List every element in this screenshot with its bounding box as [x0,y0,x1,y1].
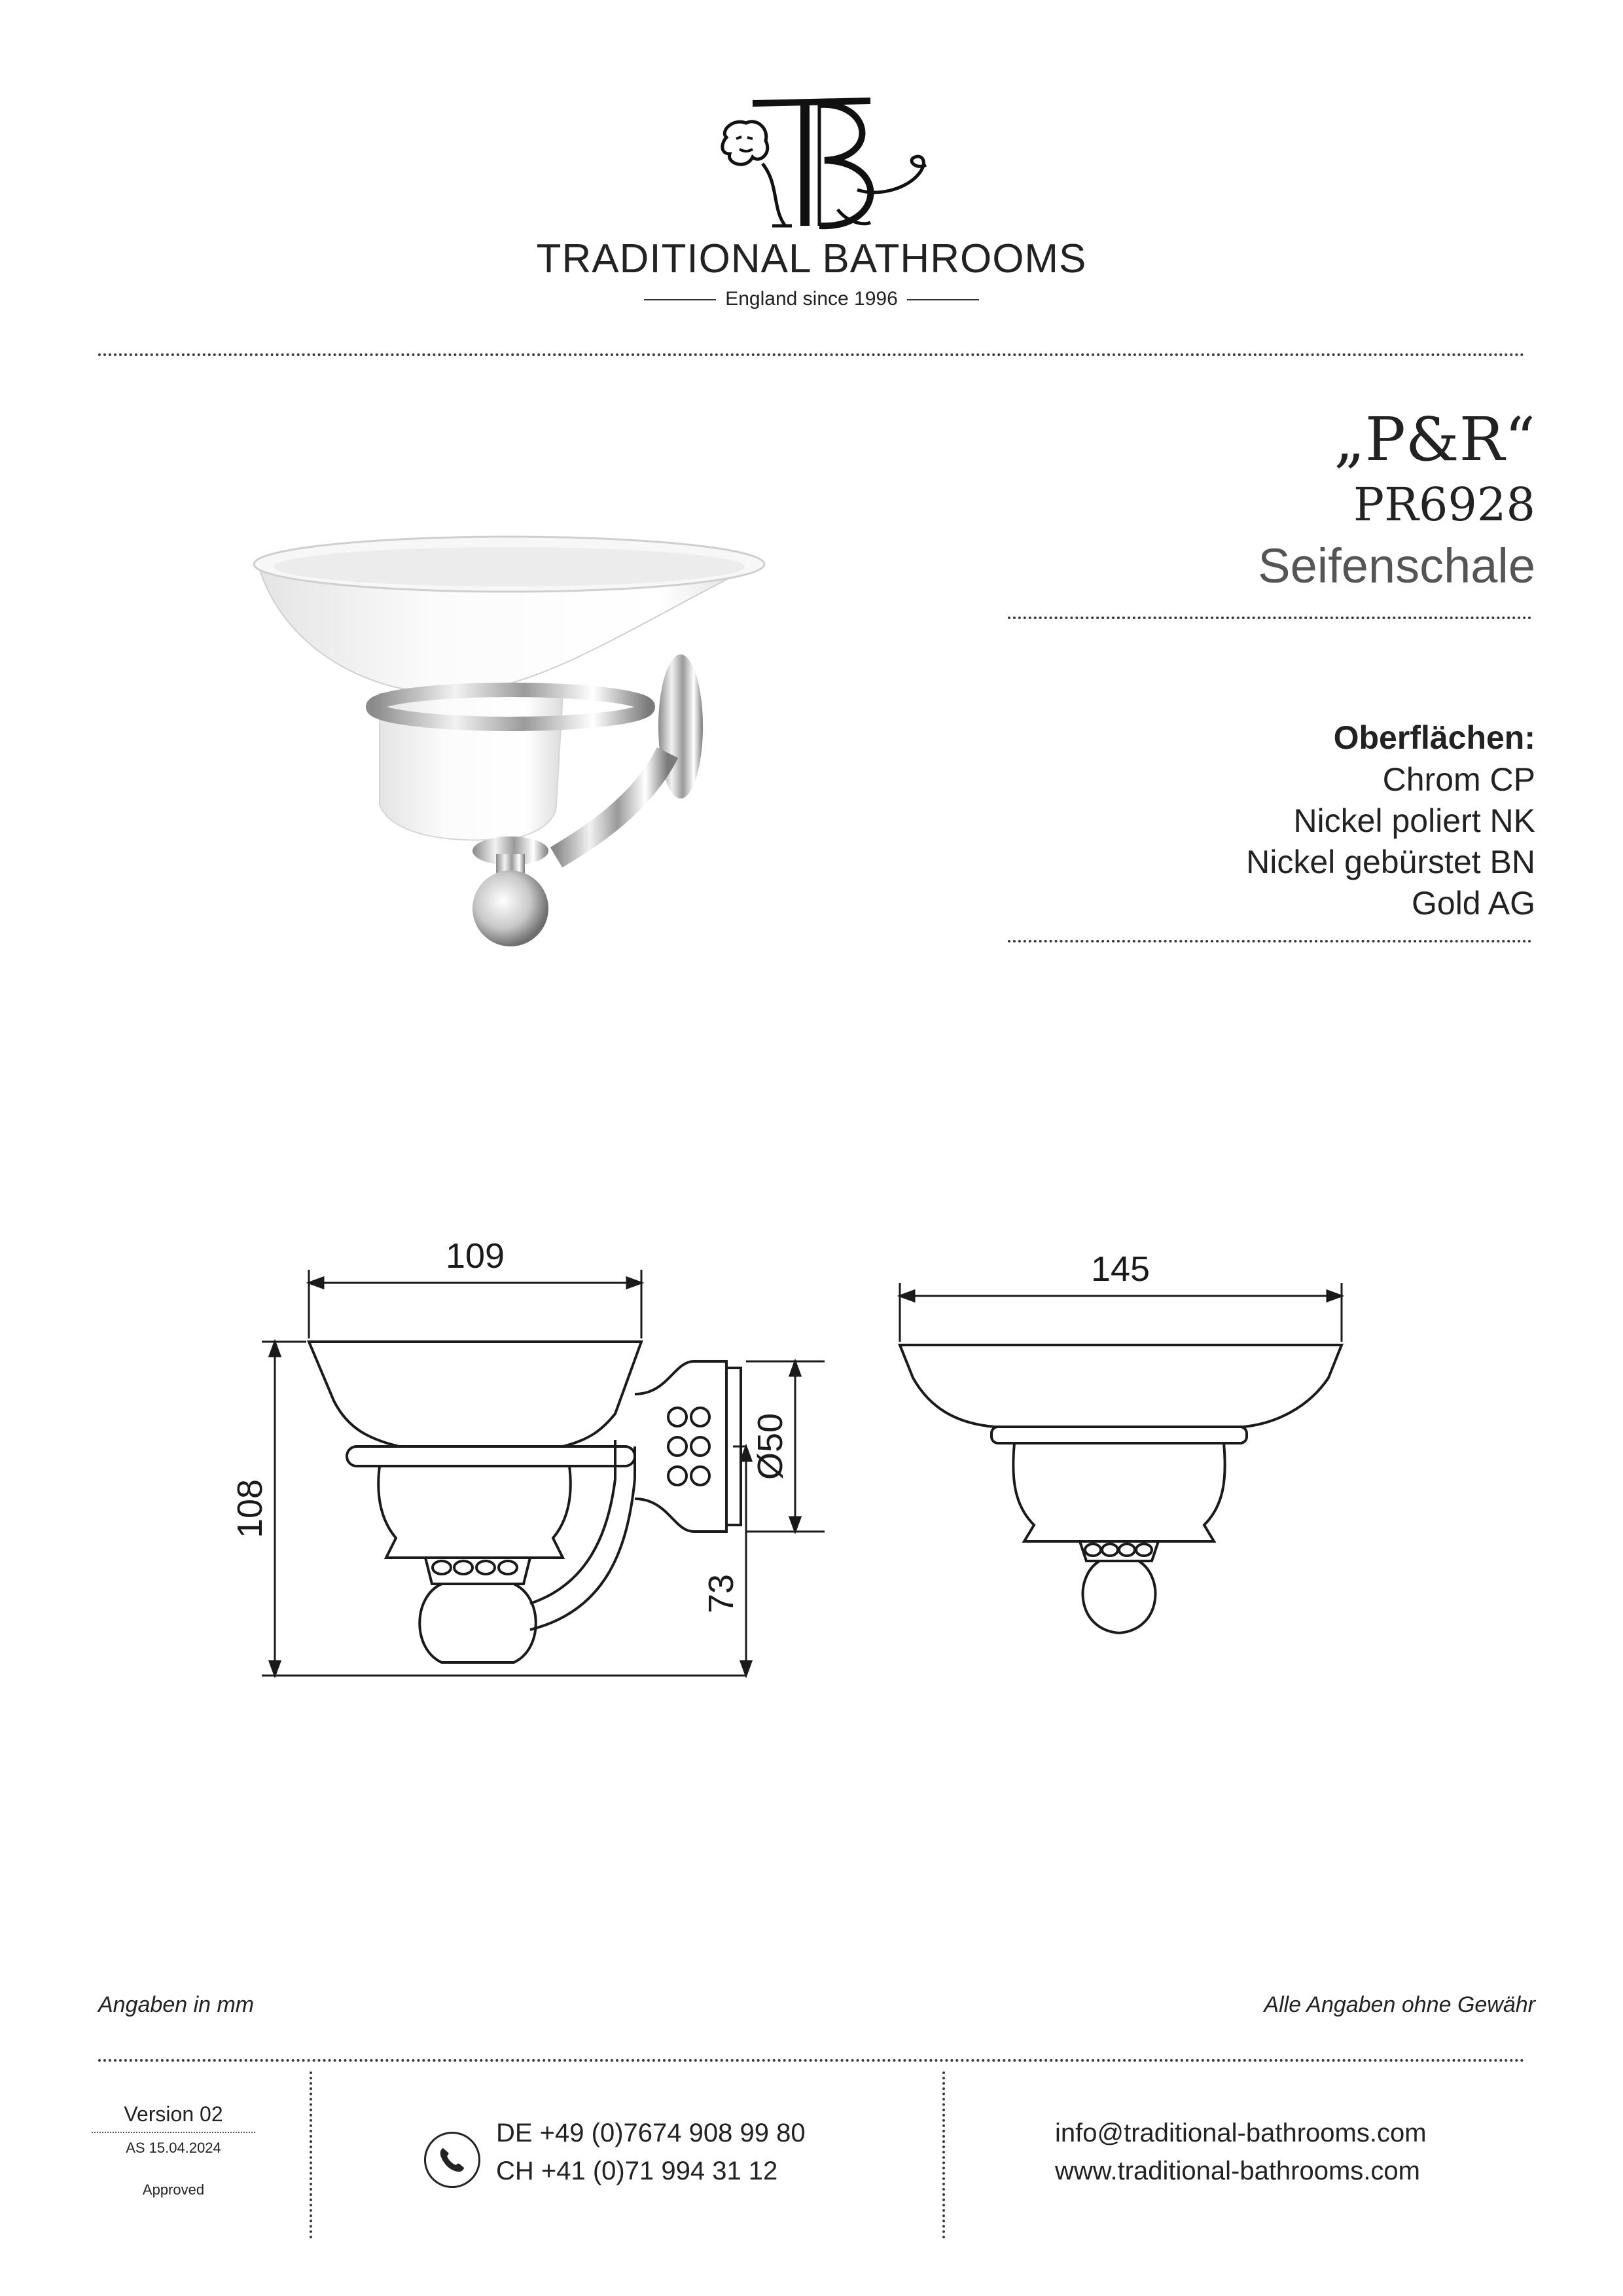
website-link[interactable]: www.traditional-bathrooms.com [1055,2157,1420,2185]
tagline-rule-left [644,299,716,300]
phone-de[interactable]: DE +49 (0)7674 908 99 80 [496,2119,806,2147]
finish-item-nickel-brushed: Nickel gebürstet BN [1246,844,1535,880]
technical-drawing [223,1230,1387,1754]
finishes-list [1246,759,1535,924]
finish-item-chrome: Chrom CP [1382,761,1535,798]
lion-monogram-logo [707,92,942,236]
phone-ch[interactable]: CH +41 (0)71 994 31 12 [496,2157,778,2185]
brand-name: TRADITIONAL BATHROOMS [536,236,1087,281]
email-link[interactable]: info@traditional-bathrooms.com [1055,2119,1427,2147]
finish-item-gold: Gold AG [1412,885,1535,922]
side-view [309,1342,741,1662]
version-date: AS 15.04.2024 [126,2140,221,2156]
brand-tagline [0,288,1623,310]
header-divider [98,353,1525,356]
dim-width-front: 145 [1090,1249,1150,1289]
footer-divider [98,2059,1525,2062]
front-view [900,1345,1342,1633]
dim-width-side: 109 [445,1236,505,1276]
units-note: Angaben in mm [98,1992,255,2017]
approval-status: Approved [142,2181,205,2198]
product-photo [249,530,785,975]
product-name: Seifenschale [1258,539,1535,593]
title-divider [1008,617,1531,619]
tagline-rule-right [907,299,979,300]
phone-icon [424,2132,480,2188]
dim-mount-height: 73 [702,1573,741,1614]
disclaimer-note: Alle Angaben ohne Gewähr [1264,1992,1535,2017]
product-series: „P&R“ [1334,404,1535,475]
dim-height: 108 [230,1479,270,1539]
front-dimensions [900,1283,1342,1342]
finish-item-nickel-polished: Nickel poliert NK [1293,802,1535,839]
dim-rosette-diameter: Ø50 [751,1412,790,1480]
finishes-heading: Oberflächen: [1333,719,1535,756]
footer-separator-2 [942,2072,945,2238]
footer-separator-1 [310,2072,312,2238]
phone-numbers [496,2114,806,2190]
version-label: Version 02 [92,2102,255,2133]
contact-online [1055,2114,1427,2190]
brand-tagline-text: England since 1996 [725,288,898,310]
finishes-divider [1008,940,1531,942]
product-code: PR6928 [1353,478,1535,531]
version-block [92,2102,255,2198]
